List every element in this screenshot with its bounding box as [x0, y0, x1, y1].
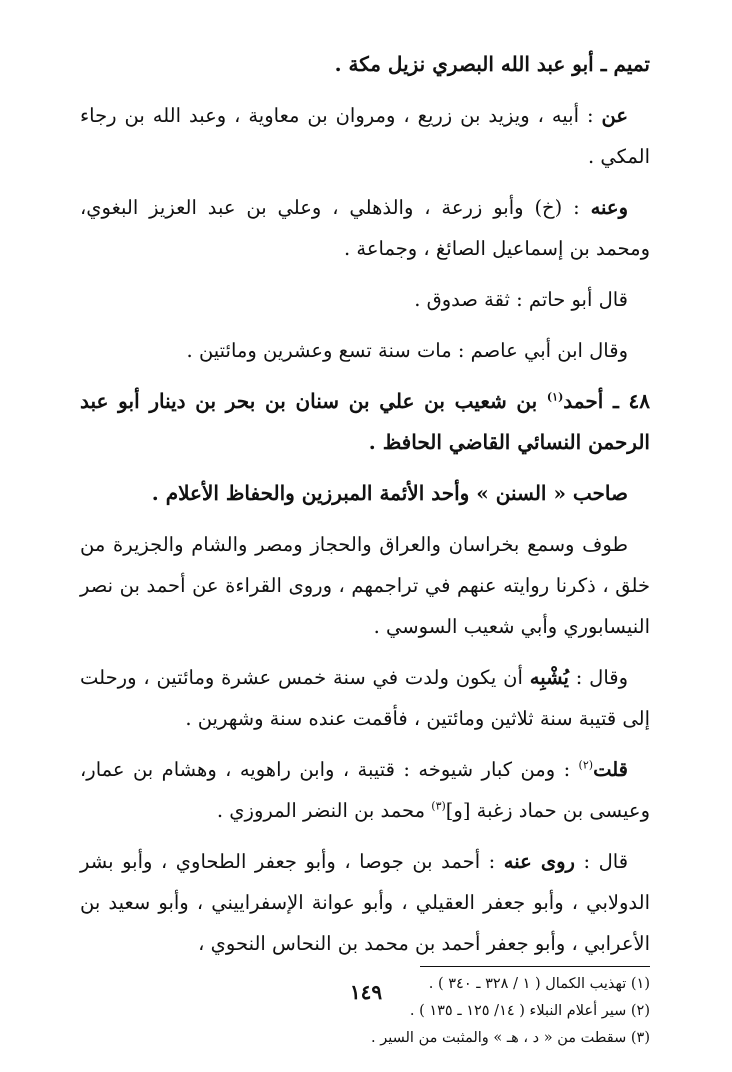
students-paragraph — [80, 841, 650, 964]
from-text: : أبيه ، ويزيد بن زريع ، ومروان بن معاوية ، وعبد الله بن رجاء المكي . — [80, 104, 650, 168]
birth-prefix: وقال : — [568, 666, 628, 689]
students-text: : أحمد بن جوصا ، وأبو جعفر الطحاوي ، وأبو بشر الدولابي ، وأبو جعفر العقيلي ، وأبو عوانة الإسفراييني ، وأبو سعيد بن الأعرابي ، وأبو جعفر أحمد بن محمد بن النحاس النحوي ، — [80, 850, 650, 955]
teachers-text-1: : ومن كبار شيوخه : قتيبة ، وابن راهويه ، وهشام بن عمار، وعيسى بن حماد زغبة [و] — [80, 758, 650, 822]
travels-text: طوف وسمع بخراسان والعراق والحجاز ومصر والشام والجزيرة من خلق ، ذكرنا روايته عنهم في تراجمهم ، وروى القراءة عن أحمد بن نصر النيسابوري وأبي شعيب السوسي . — [80, 533, 650, 638]
ibn-abi-asim-text: وقال ابن أبي عاصم : مات سنة تسع وعشرين ومائتين . — [186, 339, 628, 362]
travels-paragraph — [80, 524, 650, 647]
birth-rest: أن يكون ولدت في سنة خمس عشرة ومائتين ، ورحلت إلى قتيبة سنة ثلاثين ومائتين ، فأقمت عنده سنة وشهرين . — [80, 666, 650, 730]
continuation-line — [80, 44, 650, 85]
footnote-1: (١) تهذيب الكمال ( ١ / ٣٢٨ ـ ٣٤٠ ) . — [428, 976, 650, 992]
entry-heading — [80, 381, 650, 463]
qultu-label: قلت — [593, 758, 628, 781]
abu-hatim-text: قال أبو حاتم : ثقة صدوق . — [414, 288, 628, 311]
page-content — [80, 44, 650, 1052]
teachers-paragraph — [80, 749, 650, 831]
footnote-2: (٢) سير أعلام النبلاء ( ١٤/ ١٢٥ ـ ١٣٥ ) . — [409, 1003, 650, 1019]
ibn-abi-asim-paragraph — [80, 330, 650, 371]
birth-bold-word: يُشْبِه — [529, 666, 569, 689]
teachers-footnote-ref: (٣) — [431, 799, 446, 813]
abu-hatim-paragraph — [80, 279, 650, 320]
narrators-from-paragraph — [80, 95, 650, 177]
footnote-divider — [420, 966, 650, 967]
students-prefix: قال : — [574, 850, 629, 873]
author-of-sunan-line — [80, 473, 650, 514]
page-number: ١٤٩ — [349, 980, 383, 1004]
to-label: وعنه — [590, 196, 628, 219]
to-text: : (خ) وأبو زرعة ، والذهلي ، وعلي بن عبد العزيز البغوي، ومحمد بن إسماعيل الصائغ ، وجماعة . — [80, 196, 650, 260]
entry-prefix: ٤٨ ـ أحمد — [563, 389, 651, 413]
entry-rest: بن شعيب بن علي بن سنان بن بحر بن دينار أبو عبد الرحمن النسائي القاضي الحافظ . — [80, 389, 650, 454]
teachers-text-2: محمد بن النضر المروزي . — [216, 799, 432, 822]
from-label: عن — [601, 104, 628, 127]
qultu-footnote-ref: (٢) — [578, 758, 594, 772]
footnote-3: (٣) سقطت من « د ، هـ » والمثبت من السير . — [370, 1030, 650, 1046]
narrators-to-paragraph — [80, 187, 650, 269]
entry-footnote-ref: (١) — [546, 390, 564, 404]
continuation-text: تميم ـ أبو عبد الله البصري نزيل مكة . — [334, 52, 650, 76]
author-of-sunan-text: صاحب « السنن » وأحد الأئمة المبرزين والحفاظ الأعلام . — [151, 481, 628, 505]
birth-paragraph — [80, 657, 650, 739]
students-label: روى عنه — [503, 850, 575, 873]
